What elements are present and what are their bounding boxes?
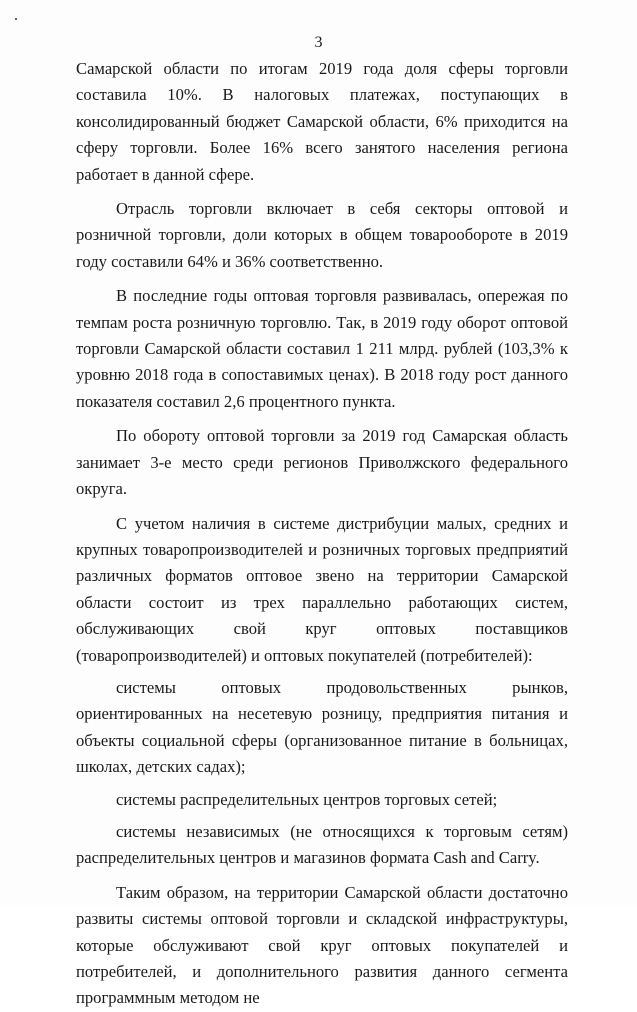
paragraph-distribution-systems: С учетом наличия в системе дистрибуции малых, средних и крупных товаропроизводителей и розничных торговых предприятий различных форматов оптовое звено на территории Самарской области состоит из трех параллельно работающих систем, обслуживающих свой круг оптовых поставщиков (товаропроизводителей) и оптовых покупателей (потребителей):: [76, 513, 568, 665]
paragraph-wholesale-growth: В последние годы оптовая торговля развивалась, опережая по темпам роста розничную торговлю. Так, в 2019 году оборот оптовой торговли Самарской области составил 1 211 млрд. рублей (103,3% к уровню 2018 года в сопоставимых ценах). В 2018 году рост данного показателя составил 2,6 процентного пункта.: [76, 286, 568, 411]
scan-artifact-dot: [15, 18, 17, 20]
list-item-independent-centers: системы независимых (не относящихся к торговым сетям) распределительных центров и магазинов формата Cash and Carry.: [76, 821, 568, 868]
list-item-wholesale-markets: системы оптовых продовольственных рынков, ориентированных на несетевую розницу, предприятия питания и объекты социальной сферы (организованное питание в больницах, школах, детских садах);: [76, 677, 568, 777]
body-text: [76, 56, 568, 1012]
page-number: 3: [314, 34, 323, 51]
list-item-distribution-centers: системы распределительных центров торговых сетей;: [116, 789, 498, 809]
paragraph-trade-sectors: Отрасль торговли включает в себя секторы оптовой и розничной торговли, доли которых в общем товарообороте в 2019 году составили 64% и 36% соответственно.: [76, 199, 568, 271]
paragraph-continuation: Самарской области по итогам 2019 года доля сферы торговли составила 10%. В налоговых платежах, поступающих в консолидированный бюджет Самарской области, 6% приходится на сферу торговли. Более 16% всего занятого населения региона работает в данной сфере.: [76, 59, 568, 184]
paragraph-wholesale-rank: По обороту оптовой торговли за 2019 год Самарская область занимает 3-е место среди регионов Приволжского федерального округа.: [76, 426, 568, 499]
paragraph-conclusion: Таким образом, на территории Самарской области достаточно развиты системы оптовой торговли и складской инфраструктуры, которые обслуживают свой круг оптовых покупателей и потребителей, и дополнительного развития данного сегмента программным методом не: [76, 882, 568, 1008]
